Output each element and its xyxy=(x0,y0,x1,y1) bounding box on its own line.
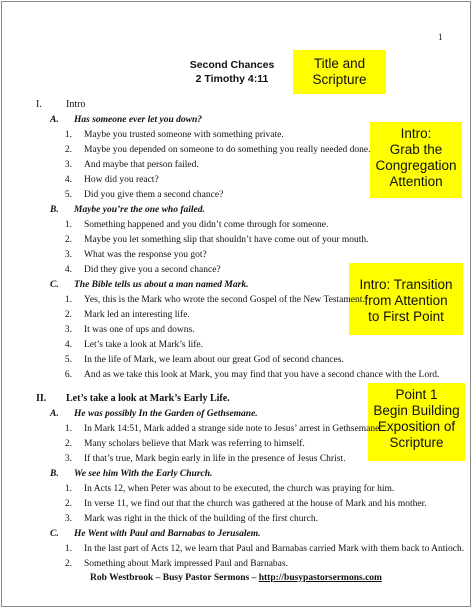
item-text: In Acts 12, when Peter was about to be executed, the church was praying for him. xyxy=(84,484,395,494)
subsection-heading: He Went with Paul and Barnabas to Jerusalem. xyxy=(74,529,261,539)
item-text: Something happened and you didn’t come through for someone. xyxy=(84,220,329,230)
outline-subsection xyxy=(50,408,258,420)
outline-item xyxy=(44,324,195,336)
item-text: If that’s true, Mark begin early in life in the presence of Jesus Christ. xyxy=(84,454,346,464)
note-line: Begin Building xyxy=(373,403,460,418)
outline-section xyxy=(36,99,85,111)
page-footer xyxy=(2,573,470,583)
sermon-title: Second Chances xyxy=(189,59,275,71)
outline-item xyxy=(44,234,369,246)
outline-subsection xyxy=(50,279,248,291)
item-number: 6. xyxy=(64,370,72,380)
outline-item xyxy=(44,483,394,495)
item-text: Many scholars believe that Mark was referring to himself. xyxy=(84,439,305,449)
document-page xyxy=(1,1,471,607)
item-text: And as we take this look at Mark, you may find that you have a second chance with the Lord. xyxy=(84,370,440,380)
note-title-scripture xyxy=(293,50,386,94)
note-line: Scripture xyxy=(312,72,367,87)
note-line: Scripture xyxy=(389,435,444,450)
item-number: 3. xyxy=(64,325,72,335)
note-line: from Attention xyxy=(364,293,448,308)
subsection-letter: A. xyxy=(50,115,59,125)
outline-item xyxy=(44,498,427,510)
item-text: Something about Mark impressed Paul and Barnabas. xyxy=(84,559,288,569)
outline-subsection xyxy=(50,114,202,126)
outline-item xyxy=(44,453,345,465)
item-number: 5. xyxy=(64,355,72,365)
outline-subsection xyxy=(50,204,205,216)
outline-item xyxy=(44,219,328,231)
outline-item xyxy=(44,369,439,381)
outline-item xyxy=(44,354,344,366)
subsection-heading: The Bible tells us about a man named Mark. xyxy=(74,280,249,290)
item-number: 3. xyxy=(64,160,72,170)
subsection-letter: C. xyxy=(50,280,59,290)
note-intro-grab xyxy=(370,122,462,198)
item-text: How did you react? xyxy=(84,175,159,185)
item-number: 1. xyxy=(64,220,72,230)
subsection-letter: C. xyxy=(50,529,59,539)
scripture-reference: 2 Timothy 4:11 xyxy=(195,73,269,85)
item-number: 4. xyxy=(64,265,72,275)
item-text: Did they give you a second chance? xyxy=(84,265,221,275)
subsection-letter: A. xyxy=(50,409,59,419)
outline-subsection xyxy=(50,528,261,540)
section-heading: Let’s take a look at Mark’s Early Life. xyxy=(66,393,230,404)
outline-subsection xyxy=(50,468,212,480)
item-text: In verse 11, we find out that the church was gathered at the house of Mark and his mother. xyxy=(84,499,427,509)
note-line: Attention xyxy=(389,174,443,189)
item-number: 5. xyxy=(64,190,72,200)
note-intro-transition xyxy=(349,263,463,335)
outline-item xyxy=(44,543,464,555)
outline-item xyxy=(44,294,365,306)
outline-item xyxy=(44,339,203,351)
item-text: Yes, this is the Mark who wrote the second Gospel of the New Testament. xyxy=(84,295,365,305)
subsection-letter: B. xyxy=(50,205,59,215)
outline-section xyxy=(36,393,230,405)
item-number: 2. xyxy=(64,235,72,245)
subsection-heading: We see him With the Early Church. xyxy=(74,469,213,479)
note-line: Point 1 xyxy=(395,387,438,402)
item-text: And maybe that person failed. xyxy=(84,160,199,170)
section-number: II. xyxy=(36,393,47,404)
outline-item xyxy=(44,438,305,450)
item-number: 2. xyxy=(64,145,72,155)
note-line: Exposition of xyxy=(377,419,456,434)
item-text: Maybe you let something slip that shouldn’t have come out of your mouth. xyxy=(84,235,369,245)
item-text: Did you give them a second chance? xyxy=(84,190,224,200)
subsection-heading: Has someone ever let you down? xyxy=(74,115,202,125)
item-number: 1. xyxy=(64,484,72,494)
item-text: Mark was right in the thick of the building of the first church. xyxy=(84,514,319,524)
item-text: Maybe you trusted someone with something private. xyxy=(84,130,284,140)
note-line: Title and xyxy=(313,56,366,71)
subsection-letter: B. xyxy=(50,469,59,479)
item-number: 2. xyxy=(64,310,72,320)
item-text: In Mark 14:51, Mark added a strange side note to Jesus’ arrest in Gethsemane. xyxy=(84,424,382,434)
outline-item xyxy=(44,174,159,186)
note-line: to First Point xyxy=(368,309,444,324)
item-number: 1. xyxy=(64,295,72,305)
item-text: Let’s take a look at Mark’s life. xyxy=(84,340,203,350)
outline-item xyxy=(44,249,207,261)
item-text: It was one of ups and downs. xyxy=(84,325,195,335)
outline-item xyxy=(44,189,223,201)
item-text: What was the response you got? xyxy=(84,250,207,260)
item-number: 3. xyxy=(64,454,72,464)
note-line: Intro: xyxy=(400,126,432,141)
outline-item xyxy=(44,129,284,141)
note-line: Intro: Transition xyxy=(359,277,453,292)
item-text: Mark led an interesting life. xyxy=(84,310,190,320)
note-point-one xyxy=(368,383,465,461)
outline-item xyxy=(44,423,382,435)
outline-item xyxy=(44,513,318,525)
outline-item xyxy=(44,309,190,321)
page-number: 1 xyxy=(438,32,443,42)
outline-item xyxy=(44,264,221,276)
item-number: 3. xyxy=(64,514,72,524)
item-number: 3. xyxy=(64,250,72,260)
outline-item xyxy=(44,144,371,156)
item-number: 1. xyxy=(64,544,72,554)
subsection-heading: Maybe you’re the one who failed. xyxy=(74,205,205,215)
item-number: 2. xyxy=(64,499,72,509)
item-text: Maybe you depended on someone to do something you really needed done. xyxy=(84,145,371,155)
subsection-heading: He was possibly In the Garden of Gethsemane. xyxy=(74,409,258,419)
item-text: In the life of Mark, we learn about our great God of second chances. xyxy=(84,355,344,365)
item-text: In the last part of Acts 12, we learn that Paul and Barnabas carried Mark with them back to Antioch. xyxy=(84,544,465,554)
item-number: 1. xyxy=(64,424,72,434)
item-number: 4. xyxy=(64,340,72,350)
item-number: 2. xyxy=(64,559,72,569)
item-number: 1. xyxy=(64,130,72,140)
section-number: I. xyxy=(36,99,42,110)
note-line: Congregation xyxy=(375,158,457,173)
outline-item xyxy=(44,159,199,171)
item-number: 2. xyxy=(64,439,72,449)
item-number: 4. xyxy=(64,175,72,185)
note-line: Grab the xyxy=(389,142,443,157)
footer-credit: Rob Westbrook – Busy Pastor Sermons – xyxy=(90,573,259,583)
outline-item xyxy=(44,558,288,570)
footer-link[interactable]: http://busypastorsermons.com xyxy=(258,573,382,583)
sermon-title-block xyxy=(162,58,302,86)
section-heading: Intro xyxy=(66,99,86,110)
